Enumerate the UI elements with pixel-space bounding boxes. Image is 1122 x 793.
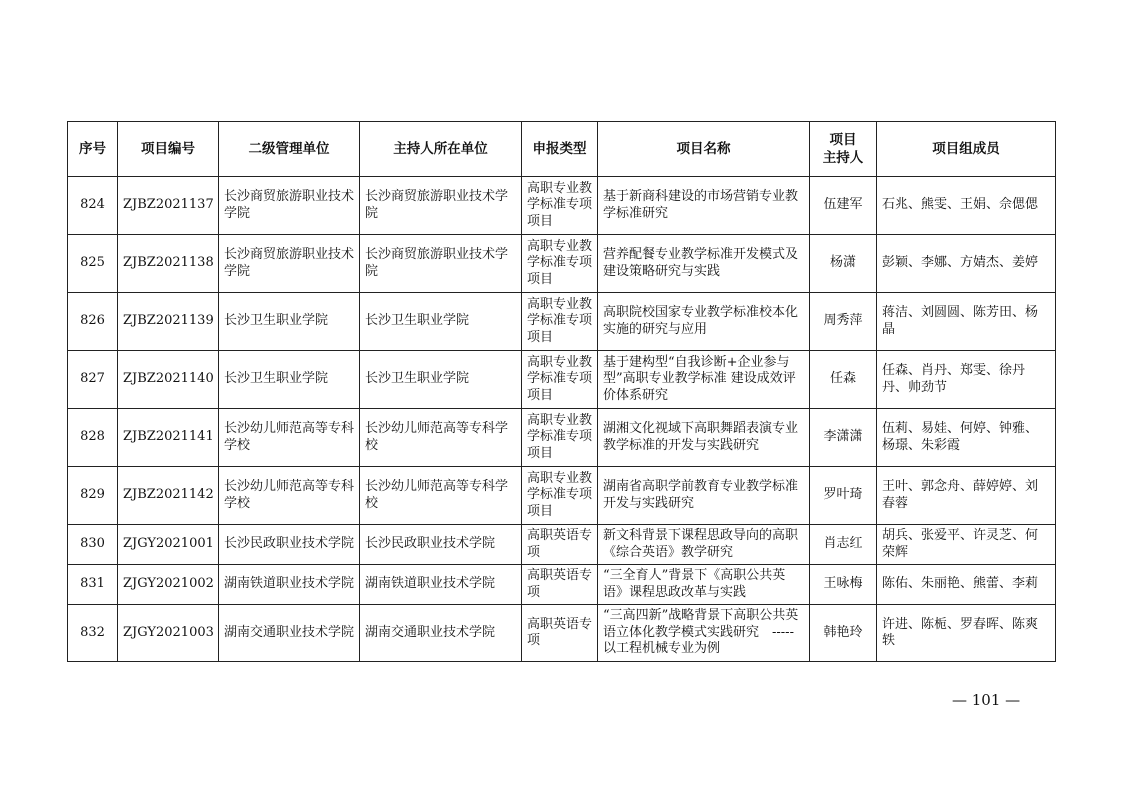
cell-host: 韩艳玲 [810,605,877,662]
cell-type: 高职专业教学标准专项项目 [522,467,598,525]
cell-unit: 长沙商贸旅游职业技术学院 [219,235,360,293]
cell-type: 高职专业教学标准专项项目 [522,177,598,235]
cell-host: 李潇潇 [810,409,877,467]
table-row [68,235,1056,293]
cell-members: 任森、肖丹、郑雯、徐丹丹、帅劲节 [877,351,1056,409]
col-header-seq: 序号 [68,122,118,177]
cell-code: ZJBZ2021140 [118,351,219,409]
cell-host-unit: 长沙卫生职业学院 [360,293,522,351]
cell-seq: 826 [68,293,118,351]
cell-members: 蒋洁、刘圆圆、陈芳田、杨晶 [877,293,1056,351]
cell-members: 伍莉、易娃、何婷、钟雅、杨璟、朱彩霞 [877,409,1056,467]
col-header-type: 申报类型 [522,122,598,177]
cell-host: 伍建军 [810,177,877,235]
cell-type: 高职专业教学标准专项项目 [522,293,598,351]
col-header-name: 项目名称 [598,122,810,177]
col-header-unit: 二级管理单位 [219,122,360,177]
cell-host-unit: 长沙商贸旅游职业技术学院 [360,177,522,235]
cell-host: 任森 [810,351,877,409]
cell-unit: 长沙民政职业技术学院 [219,525,360,565]
cell-host-unit: 湖南交通职业技术学院 [360,605,522,662]
table-row [68,467,1056,525]
cell-name: “三全育人”背景下《高职公共英语》课程思政改革与实践 [598,565,810,605]
table-row [68,605,1056,662]
col-header-code: 项目编号 [118,122,219,177]
cell-host: 周秀萍 [810,293,877,351]
cell-code: ZJBZ2021138 [118,235,219,293]
cell-type: 高职英语专项 [522,605,598,662]
cell-members: 王叶、郭念舟、薛婷婷、刘春蓉 [877,467,1056,525]
cell-seq: 824 [68,177,118,235]
cell-host-unit: 长沙卫生职业学院 [360,351,522,409]
cell-host: 杨潇 [810,235,877,293]
cell-unit: 长沙商贸旅游职业技术学院 [219,177,360,235]
cell-seq: 828 [68,409,118,467]
cell-seq: 825 [68,235,118,293]
cell-name: 营养配餐专业教学标准开发模式及建设策略研究与实践 [598,235,810,293]
cell-seq: 830 [68,525,118,565]
cell-host-unit: 长沙幼儿师范高等专科学校 [360,467,522,525]
cell-host: 王咏梅 [810,565,877,605]
table-row [68,177,1056,235]
cell-type: 高职专业教学标准专项项目 [522,235,598,293]
cell-code: ZJBZ2021139 [118,293,219,351]
col-header-host [810,122,877,177]
cell-type: 高职专业教学标准专项项目 [522,351,598,409]
header-row [68,122,1056,177]
cell-type: 高职英语专项 [522,565,598,605]
cell-seq: 832 [68,605,118,662]
cell-seq: 831 [68,565,118,605]
cell-code: ZJGY2021002 [118,565,219,605]
table-row [68,293,1056,351]
cell-members: 陈佑、朱丽艳、熊蕾、李莉 [877,565,1056,605]
cell-code: ZJGY2021001 [118,525,219,565]
cell-name: 基于新商科建设的市场营销专业教学标准研究 [598,177,810,235]
cell-code: ZJBZ2021137 [118,177,219,235]
table-row [68,565,1056,605]
cell-unit: 长沙幼儿师范高等专科学校 [219,409,360,467]
cell-members: 彭颖、李娜、方婧杰、姜婷 [877,235,1056,293]
cell-host-unit: 长沙民政职业技术学院 [360,525,522,565]
table-row [68,525,1056,565]
cell-name: 新文科背景下课程思政导向的高职《综合英语》教学研究 [598,525,810,565]
page-number: — 101 — [952,691,1021,709]
cell-seq: 829 [68,467,118,525]
table-row [68,409,1056,467]
col-header-host-line2: 主持人 [822,150,864,166]
cell-name: 湖湘文化视域下高职舞蹈表演专业教学标准的开发与实践研究 [598,409,810,467]
col-header-host-unit: 主持人所在单位 [360,122,522,177]
col-header-host-line1: 项目 [829,132,857,148]
cell-members: 许进、陈栀、罗春晖、陈爽轶 [877,605,1056,662]
cell-host: 肖志红 [810,525,877,565]
cell-unit: 长沙幼儿师范高等专科学校 [219,467,360,525]
cell-members: 石兆、熊雯、王娟、佘偲偲 [877,177,1056,235]
cell-host: 罗叶琦 [810,467,877,525]
cell-code: ZJBZ2021141 [118,409,219,467]
cell-type: 高职英语专项 [522,525,598,565]
cell-name: 湖南省高职学前教育专业教学标准开发与实践研究 [598,467,810,525]
cell-members: 胡兵、张爱平、许灵芝、何荣辉 [877,525,1056,565]
cell-type: 高职专业教学标准专项项目 [522,409,598,467]
cell-code: ZJGY2021003 [118,605,219,662]
cell-unit: 湖南铁道职业技术学院 [219,565,360,605]
col-header-members: 项目组成员 [877,122,1056,177]
cell-unit: 湖南交通职业技术学院 [219,605,360,662]
cell-host-unit: 湖南铁道职业技术学院 [360,565,522,605]
cell-unit: 长沙卫生职业学院 [219,293,360,351]
cell-name: 基于建构型“自我诊断+企业参与型”高职专业教学标准 建设成效评价体系研究 [598,351,810,409]
cell-unit: 长沙卫生职业学院 [219,351,360,409]
cell-host-unit: 长沙幼儿师范高等专科学校 [360,409,522,467]
cell-seq: 827 [68,351,118,409]
project-table [67,121,1056,662]
cell-code: ZJBZ2021142 [118,467,219,525]
cell-name: 高职院校国家专业教学标准校本化实施的研究与应用 [598,293,810,351]
cell-host-unit: 长沙商贸旅游职业技术学院 [360,235,522,293]
table-row [68,351,1056,409]
cell-name: “三高四新”战略背景下高职公共英语立体化教学模式实践研究 -----以工程机械专业为例 [598,605,810,662]
